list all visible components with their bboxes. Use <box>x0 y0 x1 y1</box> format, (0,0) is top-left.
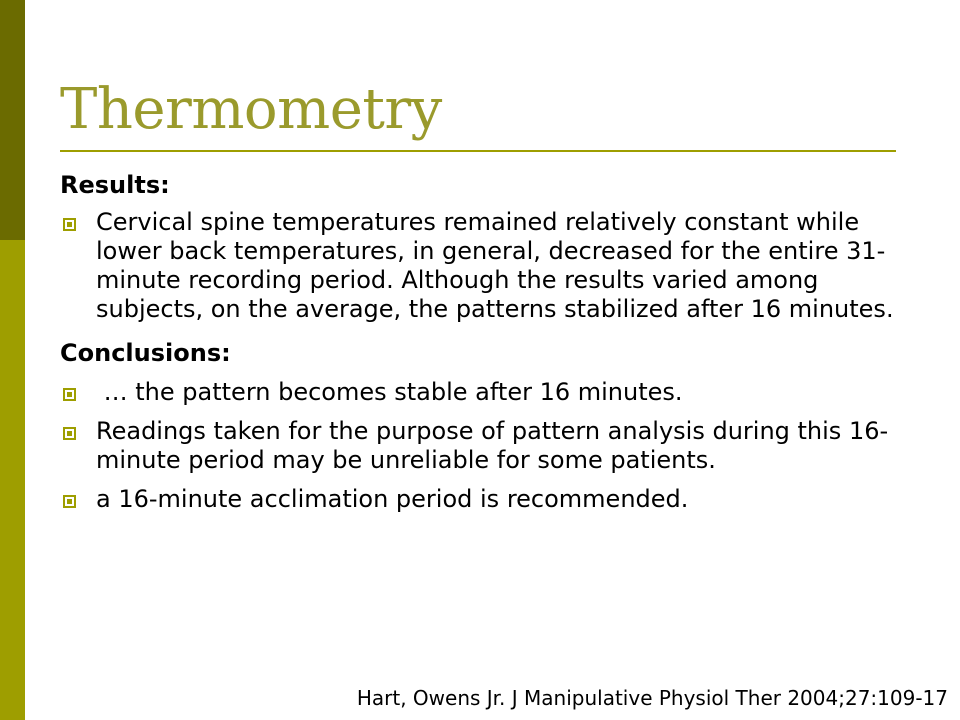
sidebar-accent-bottom <box>0 240 25 720</box>
square-bullet-icon <box>63 427 76 440</box>
conclusions-bullet-1 <box>60 378 930 407</box>
square-bullet-icon <box>63 388 76 401</box>
square-bullet-icon <box>63 495 76 508</box>
conclusions-heading: Conclusions: <box>60 339 231 367</box>
conclusions-bullet-text: … the pattern becomes stable after 16 minutes. <box>96 378 683 406</box>
sidebar-accent-top <box>0 0 25 240</box>
square-bullet-icon <box>63 218 76 231</box>
title-underline <box>60 150 896 152</box>
slide-title: Thermometry <box>60 77 442 142</box>
conclusions-bullet-3 <box>60 485 930 514</box>
slide-content <box>60 170 930 524</box>
results-bullet <box>60 208 930 324</box>
results-bullet-text: Cervical spine temperatures remained relatively constant while lower back temperatures, in general, decreased for the entire 31-minute recording period. Although the results varied among subjects, on the average, the patterns stabilized after 16 minutes. <box>96 208 894 323</box>
conclusions-bullet-text: Readings taken for the purpose of pattern analysis during this 16-minute period may be unreliable for some patients. <box>96 417 889 474</box>
conclusions-bullet-2 <box>60 417 930 475</box>
citation: Hart, Owens Jr. J Manipulative Physiol Ther 2004;27:109-17 <box>356 686 948 710</box>
results-heading: Results: <box>60 171 170 199</box>
conclusions-bullet-text: a 16-minute acclimation period is recommended. <box>96 485 689 513</box>
